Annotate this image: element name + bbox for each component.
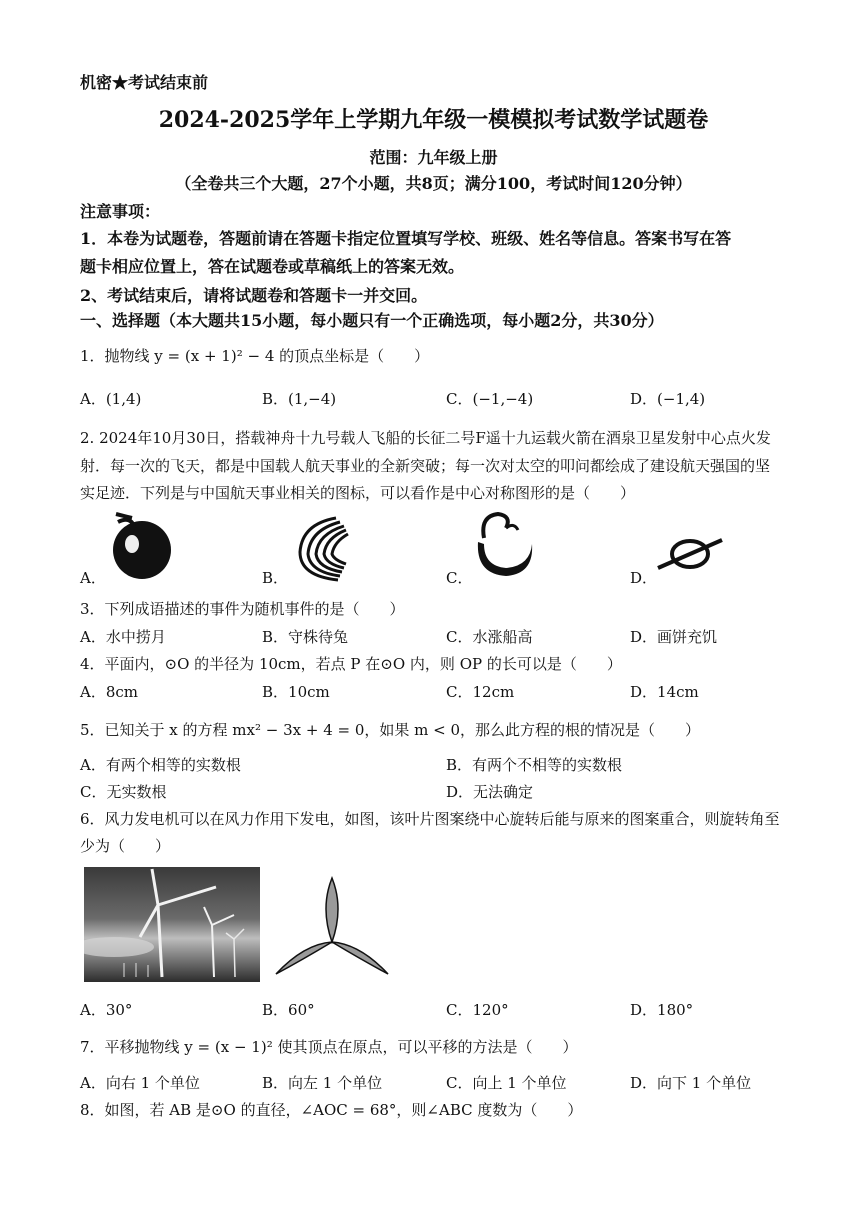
question-3-option-d: D．画饼充饥 <box>630 628 718 646</box>
notes-item-1-cont: 题卡相应位置上，答在试题卷或草稿纸上的答案无效。 <box>80 257 465 276</box>
question-2-option-b: B． <box>262 569 289 587</box>
page-title: 2024-2025学年上学期九年级一模模拟考试数学试题卷 <box>158 107 709 133</box>
question-4-option-d: D．14cm <box>630 683 699 701</box>
question-8-stem: 8．如图，若 AB 是⊙O 的直径，∠AOC = 68°，则∠ABC 度数为（ ） <box>80 1101 583 1119</box>
question-7-option-d: D．向下 1 个单位 <box>630 1074 752 1092</box>
question-7-option-c: C．向上 1 个单位 <box>446 1074 567 1092</box>
question-6-option-d: D．180° <box>630 1001 694 1019</box>
notes-heading: 注意事项： <box>80 202 161 221</box>
question-2-option-d: D． <box>630 569 658 587</box>
question-6-stem-line-1: 6．风力发电机可以在风力作用下发电，如图，该叶片图案绕中心旋转后能与原来的图案重合，则旋转角至 <box>80 810 780 828</box>
question-6-option-c: C．120° <box>446 1001 509 1019</box>
question-5-stem: 5．已知关于 x 的方程 mx² − 3x + 4 = 0，如果 m < 0，那么此方程的根的情况是（ ） <box>80 721 701 739</box>
space-logo-b-icon <box>288 512 370 582</box>
exam-scope: 范围：九年级上册 <box>369 148 498 167</box>
question-6-option-b: B．60° <box>262 1001 315 1019</box>
question-1-option-c: C．(−1,−4) <box>446 390 534 408</box>
wind-turbine-photo <box>84 867 260 982</box>
question-2-option-a: A． <box>80 569 106 587</box>
question-2-stem-line-2: 射．每一次的飞天，都是中国载人航天事业的全新突破；每一次对太空的叩问都绘成了建设航天强国的坚 <box>80 457 771 475</box>
exam-info: （全卷共三个大题，27个小题，共8页；满分100，考试时间120分钟） <box>175 174 692 193</box>
question-1-option-d: D．(−1,4) <box>630 390 706 408</box>
blade-pattern-figure <box>272 876 394 980</box>
space-logo-d-icon <box>654 532 726 576</box>
question-4-stem: 4．平面内，⊙O 的半径为 10cm，若点 P 在⊙O 内，则 OP 的长可以是（ ） <box>80 655 622 673</box>
question-3-stem: 3．下列成语描述的事件为随机事件的是（ ） <box>80 600 405 618</box>
question-5-option-d: D．无法确定 <box>446 783 534 801</box>
section-heading: 一、选择题（本大题共15小题，每小题只有一个正确选项，每小题2分，共30分） <box>80 311 664 330</box>
question-6-option-a: A．30° <box>80 1001 133 1019</box>
question-6-stem-line-2: 少为（ ） <box>80 837 171 855</box>
question-1-option-a: A．(1,4) <box>80 390 142 408</box>
question-3-option-a: A．水中捞月 <box>80 628 166 646</box>
question-4-option-c: C．12cm <box>446 683 515 701</box>
notes-item-1: 1．本卷为试题卷，答题前请在答题卡指定位置填写学校、班级、姓名等信息。答案书写在答 <box>80 229 732 248</box>
question-4-option-a: A．8cm <box>80 683 139 701</box>
question-5-option-c: C．无实数根 <box>80 783 167 801</box>
question-1-option-b: B．(1,−4) <box>262 390 337 408</box>
space-logo-c-icon <box>470 508 540 580</box>
question-7-option-b: B．向左 1 个单位 <box>262 1074 383 1092</box>
question-2-stem-line-1: 2. 2024年10月30日，搭载神舟十九号载人飞船的长征二号F遥十九运载火箭在酒泉卫星发射中心点火发 <box>80 429 771 447</box>
question-7-option-a: A．向右 1 个单位 <box>80 1074 200 1092</box>
notes-item-2: 2、考试结束后，请将试题卷和答题卡一并交回。 <box>80 286 428 305</box>
question-5-option-b: B．有两个不相等的实数根 <box>446 756 623 774</box>
question-4-option-b: B．10cm <box>262 683 330 701</box>
space-logo-a-icon <box>104 512 178 582</box>
question-2-option-c: C． <box>446 569 473 587</box>
question-3-option-c: C．水涨船高 <box>446 628 533 646</box>
question-3-option-b: B．守株待兔 <box>262 628 349 646</box>
question-7-stem: 7．平移抛物线 y = (x − 1)² 使其顶点在原点，可以平移的方法是（ ） <box>80 1038 578 1056</box>
question-1-stem: 1．抛物线 y = (x + 1)² − 4 的顶点坐标是（ ） <box>80 347 430 365</box>
question-2-stem-line-3: 实足迹．下列是与中国航天事业相关的图标，可以看作是中心对称图形的是（ ） <box>80 484 636 502</box>
confidential-label: 机密★考试结束前 <box>80 73 209 92</box>
question-5-option-a: A．有两个相等的实数根 <box>80 756 241 774</box>
